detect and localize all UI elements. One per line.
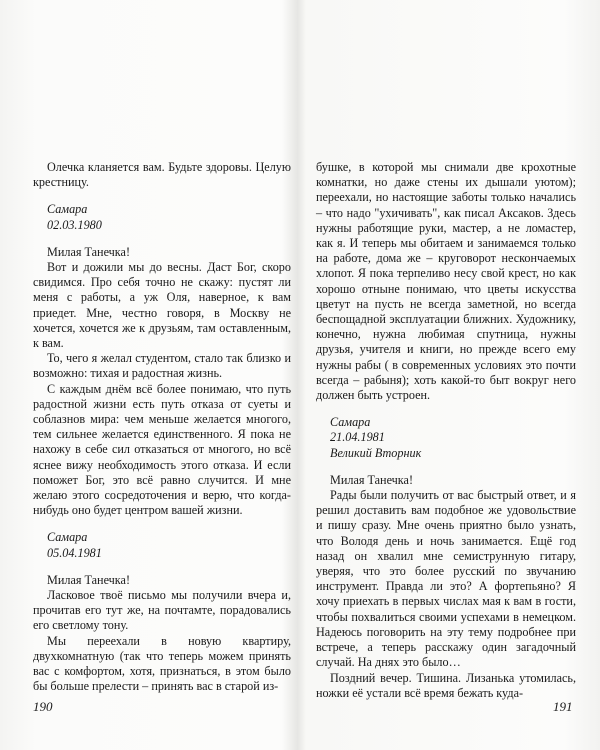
- letter-paragraph: То, чего я желал студентом, стало так близко и возможно: тихая и радостная жизнь.: [33, 351, 291, 381]
- letter-place: Самара: [47, 530, 88, 545]
- right-page: [316, 160, 576, 701]
- letter-date: 05.04.1981: [47, 545, 102, 560]
- letter-salutation: Милая Танечка!: [330, 472, 414, 487]
- letter-paragraph: Ласковое твоё письмо мы получили вчера и, прочитав его тут же, на почтамте, порадовались его светлому тону.: [33, 588, 291, 633]
- closing-paragraph: Олечка кланяется вам. Будьте здоровы. Целую крестницу.: [33, 160, 291, 190]
- letter-paragraph: Мы переехали в новую квартиру, двухкомнатную (так что теперь можем принять вас с комфортом, хотя, признаться, в этом было бы больше прелести – принять вас в старой из-: [33, 633, 291, 694]
- letter-place: Самара: [47, 202, 88, 217]
- page-number-left: 190: [33, 699, 53, 714]
- letter-paragraph: Вот и дожили мы до весны. Даст Бог, скоро свидимся. Про себя точно не скажу: пустят ли меня с работы, а уж Оля, наверное, к вам приедет. Мне, честно говоря, в Москву не хочется, хочется же к друзьям, там оставленным, к вам.: [33, 260, 291, 351]
- page-number-right: 191: [553, 699, 573, 714]
- letter-paragraph: С каждым днём всё более понимаю, что путь радостной жизни есть путь отказа от суеты и соблазнов мира: чем меньше желается многого, тем сильнее желается единственного. Я пока не нахожу в себе сил отказаться от многого, но всё яснее вижу необходимость этого отказа. И если поможет Бог, это всё равно случится. И мне желаю этого сосредоточения и верю, что когда-нибудь оно будет центром вашей жизни.: [33, 381, 291, 518]
- continuation-paragraph: бушке, в которой мы снимали две крохотные комнатки, но даже стены их дышали уютом); переехали, но настоящие заботы только начались – что надо "ухичивать", как писал Аксаков. Здесь нужны работящие руки, мастер, а не ломастер, как я. И теперь мы обитаем и занимаемся только на работе, дома же – круговорот нескончаемых хлопот. Я пока терпеливо несу свой крест, но как хорошо отныне понимаю, что цветы искусства цветут на пусть не всегда заметной, но всегда беспощадной эксплуатации ближних. Художнику, конечно, нужна любимая спутница, нужны друзья, учителя и книги, но прежде всего ему нужны рабы ( в современных условиях это почти всегда – рабыня); хоть какой-то быт вокруг него должен быть устроен.: [316, 160, 576, 403]
- letter-salutation: Милая Танечка!: [47, 244, 131, 259]
- letter-date: 02.03.1980: [47, 217, 102, 232]
- letter-paragraph: Рады были получить от вас быстрый ответ, и я решил доставить вам подобное же удовольствие и пишу сразу. Мне очень приятно было узнать, что Володя день и ночь занимается. Ещё год назад он хвалил мне семиструнную гитару, уверяя, что это более русский по звучанию инструмент. Правда ли это? А фортепьяно? Я хочу приехать в первых числах мая к вам в гости, чтобы похвалиться своими успехами в немецком. Надеюсь поговорить на эту тему подробнее при встрече, а теперь расскажу один загадочный случай. На днях это было…: [316, 488, 576, 670]
- letter-paragraph: Поздний вечер. Тишина. Лизанька утомилась, ножки её устали всё время бежать куда-: [316, 670, 576, 700]
- letter-day-name: Великий Вторник: [330, 445, 422, 460]
- letter-date: 21.04.1981: [330, 430, 385, 445]
- letter-place: Самара: [330, 415, 371, 430]
- letter-salutation: Милая Танечка!: [47, 572, 131, 587]
- left-page: [33, 160, 291, 695]
